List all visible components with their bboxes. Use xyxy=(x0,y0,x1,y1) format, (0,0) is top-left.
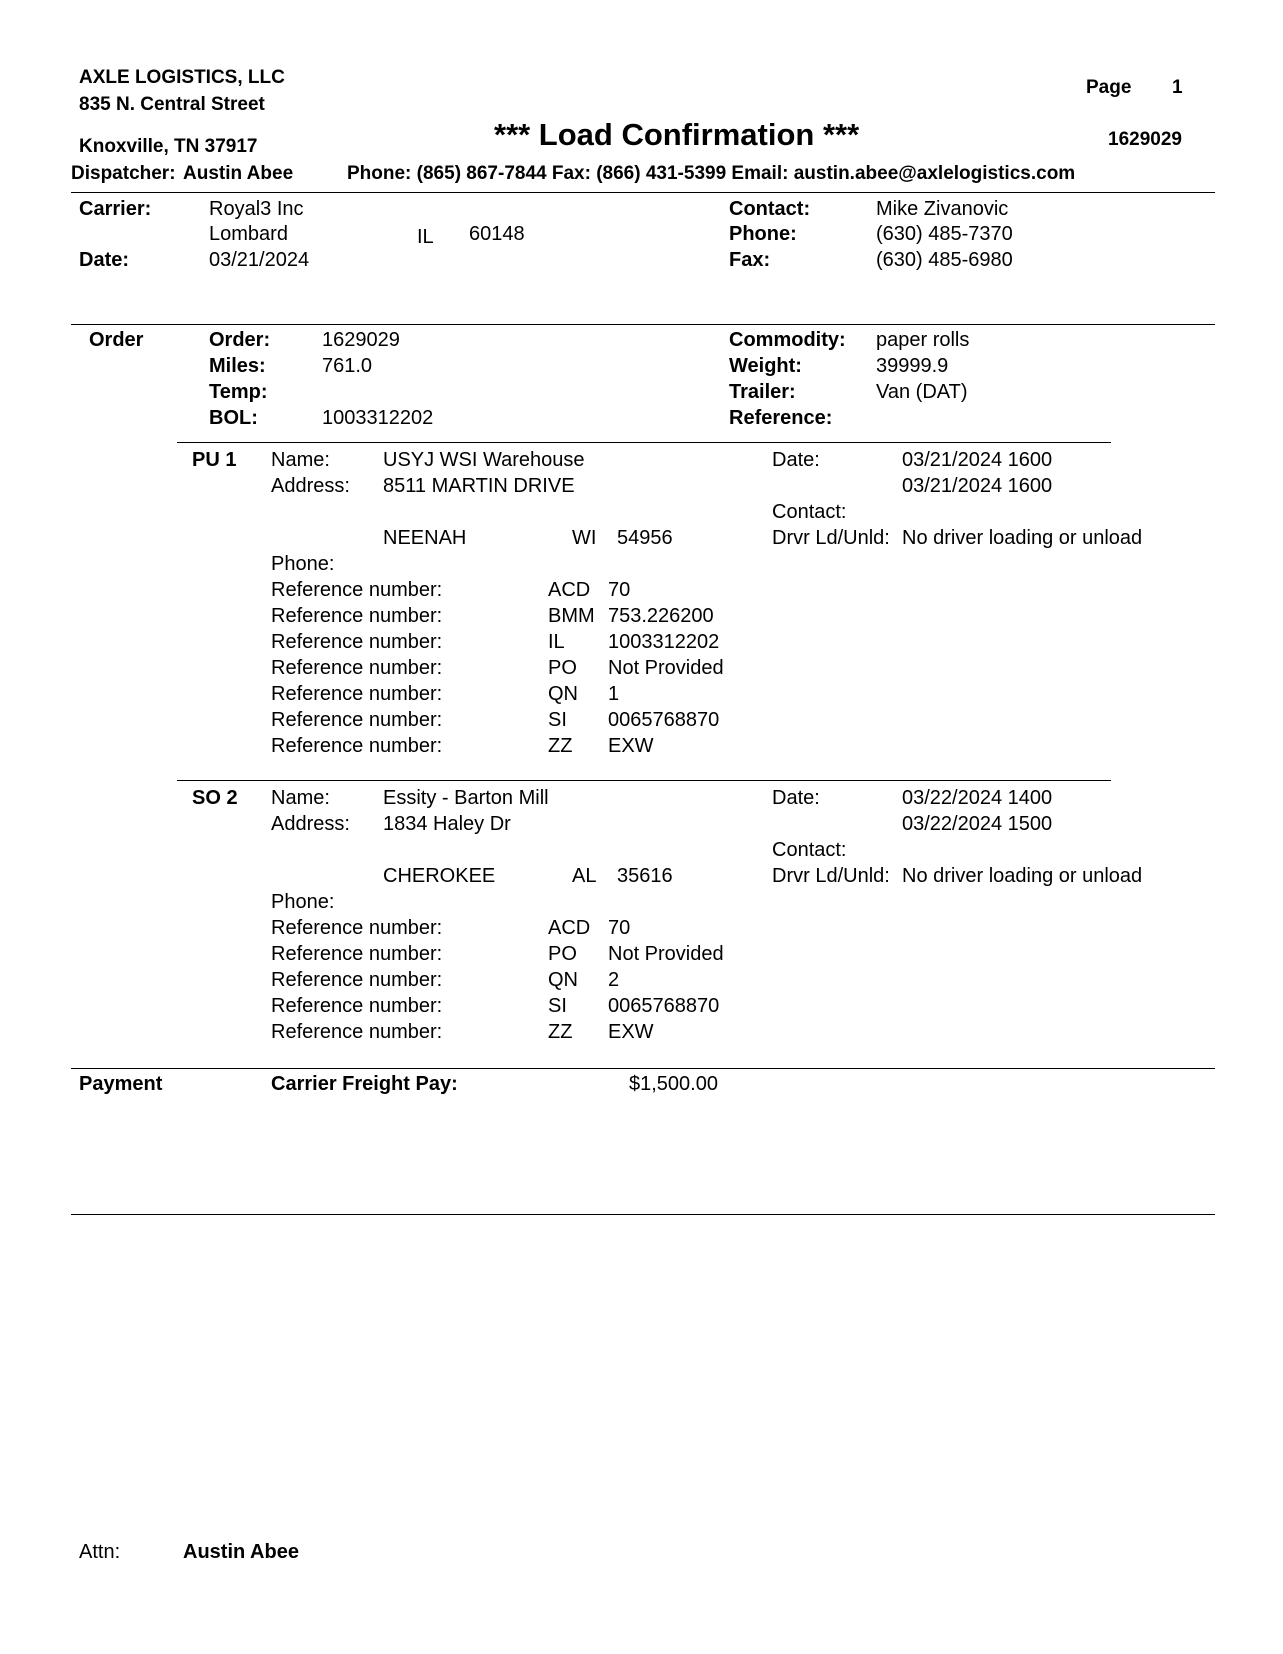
stop-code: PU 1 xyxy=(192,449,237,471)
stop-city: NEENAH xyxy=(383,527,467,549)
stop-date-start: 03/21/2024 1600 xyxy=(902,449,1053,471)
stop-date-label: Date: xyxy=(772,787,820,809)
miles-label: Miles: xyxy=(209,355,266,377)
carrier-phone-label: Phone: xyxy=(729,223,797,245)
stop-contact-label: Contact: xyxy=(772,501,847,523)
stop-date-label: Date: xyxy=(772,449,820,471)
stop-drvr-value: No driver loading or unload xyxy=(902,527,1143,549)
reference-code: QN xyxy=(548,969,578,991)
reference-code: SI xyxy=(548,709,567,731)
reference-value: 70 xyxy=(608,917,631,939)
commodity-label: Commodity: xyxy=(729,329,846,351)
reference-label: Reference number: xyxy=(271,579,443,601)
document-title: *** Load Confirmation *** xyxy=(494,117,860,152)
carrier-freight-pay-label: Carrier Freight Pay: xyxy=(271,1073,458,1095)
stop-name-label: Name: xyxy=(271,449,330,471)
reference-label: Reference number: xyxy=(271,969,443,991)
commodity-value: paper rolls xyxy=(876,329,970,351)
divider xyxy=(71,192,1215,193)
reference-label: Reference number: xyxy=(271,735,443,757)
reference-value: 2 xyxy=(608,969,620,991)
carrier-contact-label: Contact: xyxy=(729,198,811,220)
dispatcher-label: Dispatcher: xyxy=(71,163,176,184)
carrier-phone: (630) 485-7370 xyxy=(876,223,1013,245)
stop-drvr-label: Drvr Ld/Unld: xyxy=(772,527,890,549)
stop-code: SO 2 xyxy=(192,787,238,809)
stop-phone-label: Phone: xyxy=(271,553,335,575)
stop-address-label: Address: xyxy=(271,475,350,497)
reference-label: Reference number: xyxy=(271,631,443,653)
dispatcher-contact-line: Phone: (865) 867-7844 Fax: (866) 431-5399 Email: austin.abee@axlelogistics.com xyxy=(347,163,1076,184)
stop-address-label: Address: xyxy=(271,813,350,835)
stop-state: AL xyxy=(572,865,597,887)
miles-value: 761.0 xyxy=(322,355,373,377)
reference-code: PO xyxy=(548,657,577,679)
stop-city: CHEROKEE xyxy=(383,865,496,887)
stop-state: WI xyxy=(572,527,597,549)
order-number-label: Order: xyxy=(209,329,271,351)
bol-value: 1003312202 xyxy=(322,407,434,429)
reference-label: Reference number: xyxy=(271,1021,443,1043)
company-name: AXLE LOGISTICS, LLC xyxy=(79,67,285,88)
reference-label: Reference: xyxy=(729,407,833,429)
carrier-label: Carrier: xyxy=(79,198,152,220)
reference-code: IL xyxy=(548,631,565,653)
page-number: 1 xyxy=(1172,77,1183,98)
stop-date-start: 03/22/2024 1400 xyxy=(902,787,1053,809)
carrier-date-label: Date: xyxy=(79,249,130,271)
carrier-freight-pay-amount: $1,500.00 xyxy=(629,1073,718,1095)
carrier-state: IL xyxy=(417,226,434,248)
order-section-label: Order xyxy=(89,329,144,351)
stop-drvr-value: No driver loading or unload xyxy=(902,865,1143,887)
company-city-state-zip: Knoxville, TN 37917 xyxy=(79,136,258,157)
reference-label: Reference number: xyxy=(271,943,443,965)
stop-date-end: 03/21/2024 1600 xyxy=(902,475,1053,497)
reference-value: 1 xyxy=(608,683,620,705)
reference-value: Not Provided xyxy=(608,657,724,679)
carrier-zip: 60148 xyxy=(469,223,525,245)
weight-label: Weight: xyxy=(729,355,802,377)
reference-label: Reference number: xyxy=(271,605,443,627)
reference-code: ACD xyxy=(548,579,591,601)
load-number: 1629029 xyxy=(1108,129,1182,150)
weight-value: 39999.9 xyxy=(876,355,949,377)
page-label: Page xyxy=(1086,77,1132,98)
stop-contact-label: Contact: xyxy=(772,839,847,861)
reference-value: 70 xyxy=(608,579,631,601)
trailer-label: Trailer: xyxy=(729,381,796,403)
stop-zip: 35616 xyxy=(617,865,673,887)
carrier-date: 03/21/2024 xyxy=(209,249,310,271)
attn-name: Austin Abee xyxy=(183,1541,299,1563)
reference-label: Reference number: xyxy=(271,709,443,731)
reference-value: 1003312202 xyxy=(608,631,720,653)
reference-value: EXW xyxy=(608,735,654,757)
dispatcher-name: Austin Abee xyxy=(183,163,294,184)
carrier-fax: (630) 485-6980 xyxy=(876,249,1013,271)
reference-code: ZZ xyxy=(548,735,573,757)
divider xyxy=(71,1214,1215,1215)
reference-code: QN xyxy=(548,683,578,705)
temp-label: Temp: xyxy=(209,381,268,403)
carrier-city: Lombard xyxy=(209,223,288,245)
payment-section-label: Payment xyxy=(79,1073,163,1095)
attn-label: Attn: xyxy=(79,1541,121,1563)
reference-label: Reference number: xyxy=(271,995,443,1017)
reference-code: BMM xyxy=(548,605,595,627)
bol-label: BOL: xyxy=(209,407,258,429)
divider xyxy=(177,442,1111,443)
reference-label: Reference number: xyxy=(271,657,443,679)
stop-phone-label: Phone: xyxy=(271,891,335,913)
stop-date-end: 03/22/2024 1500 xyxy=(902,813,1053,835)
reference-label: Reference number: xyxy=(271,917,443,939)
stop-name-label: Name: xyxy=(271,787,330,809)
reference-code: ACD xyxy=(548,917,591,939)
divider xyxy=(177,780,1111,781)
reference-code: ZZ xyxy=(548,1021,573,1043)
reference-value: Not Provided xyxy=(608,943,724,965)
carrier-name: Royal3 Inc xyxy=(209,198,304,220)
stop-address: 1834 Haley Dr xyxy=(383,813,511,835)
reference-value: EXW xyxy=(608,1021,654,1043)
reference-label: Reference number: xyxy=(271,683,443,705)
stop-name: USYJ WSI Warehouse xyxy=(383,449,585,471)
reference-value: 0065768870 xyxy=(608,709,720,731)
carrier-fax-label: Fax: xyxy=(729,249,771,271)
stop-drvr-label: Drvr Ld/Unld: xyxy=(772,865,890,887)
reference-code: PO xyxy=(548,943,577,965)
reference-value: 0065768870 xyxy=(608,995,720,1017)
order-number: 1629029 xyxy=(322,329,400,351)
stop-address: 8511 MARTIN DRIVE xyxy=(383,475,575,497)
trailer-value: Van (DAT) xyxy=(876,381,968,403)
divider xyxy=(71,1068,1215,1069)
stop-name: Essity - Barton Mill xyxy=(383,787,549,809)
reference-code: SI xyxy=(548,995,567,1017)
divider xyxy=(71,324,1215,325)
company-street: 835 N. Central Street xyxy=(79,94,265,115)
stop-zip: 54956 xyxy=(617,527,673,549)
carrier-contact: Mike Zivanovic xyxy=(876,198,1009,220)
reference-value: 753.226200 xyxy=(608,605,714,627)
